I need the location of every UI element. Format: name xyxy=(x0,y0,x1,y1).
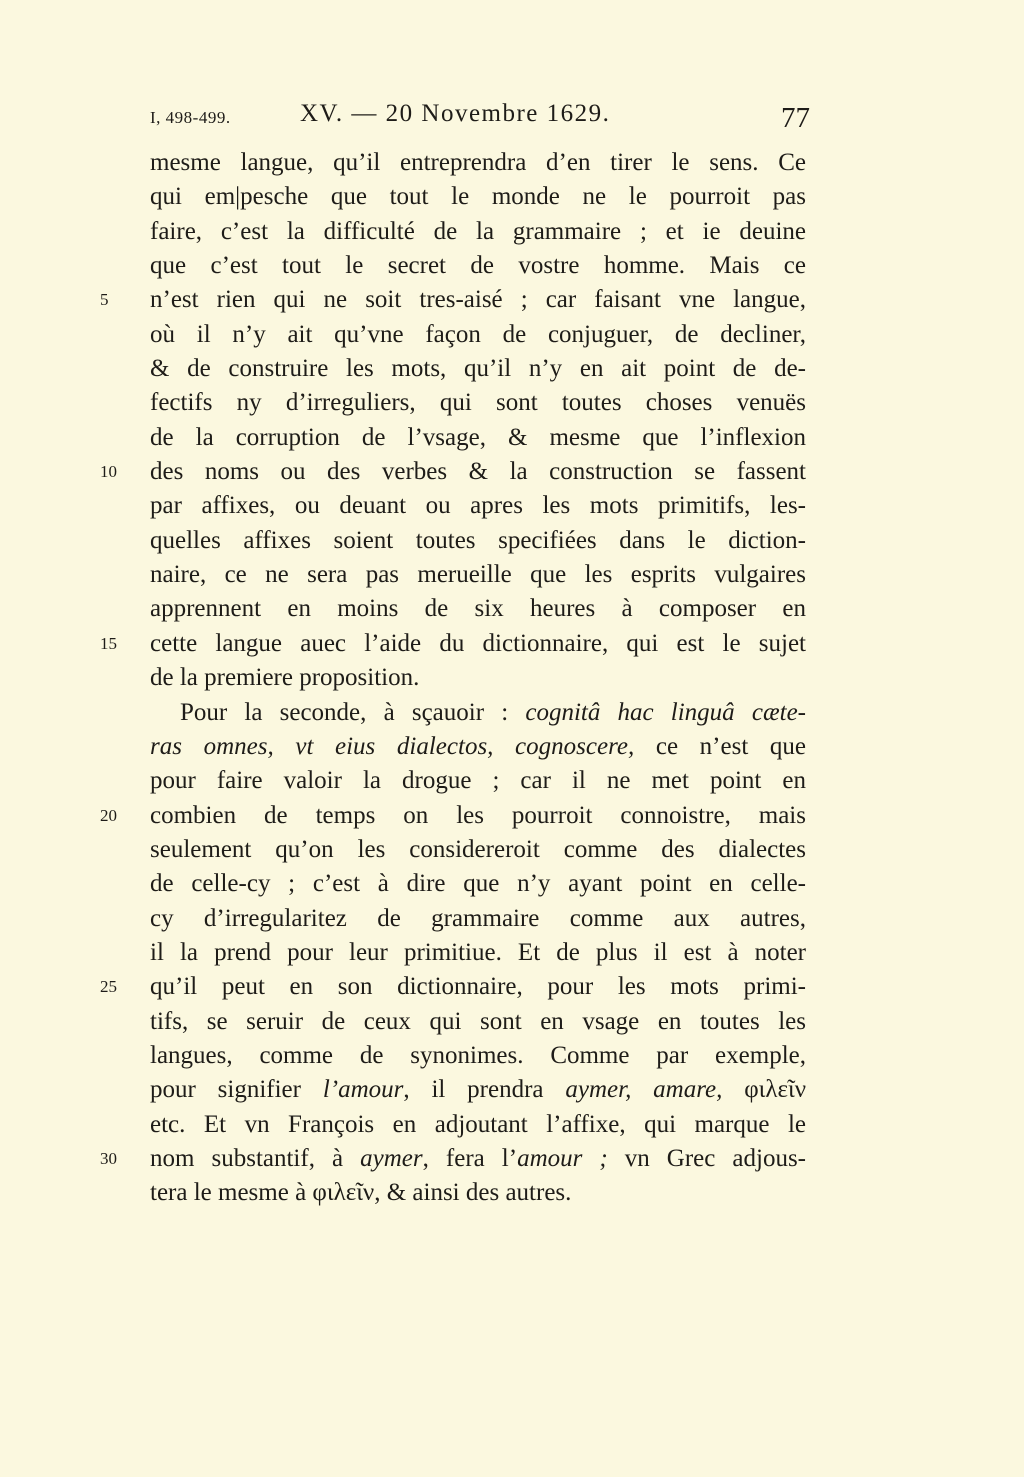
line-text: qu’il peut en son dictionnaire, pour les mots primi- xyxy=(150,973,806,1001)
line-text: tifs, se seruir de ceux qui sont en vsage en toutes les xyxy=(150,1007,806,1035)
text-line xyxy=(150,524,806,558)
line-text: naire, ce ne sera pas merueille que les esprits vulgaires xyxy=(150,561,806,589)
line-text: & de construire les mots, qu’il n’y en ait point de de- xyxy=(150,355,806,383)
line-text: Pour la seconde, à sçauoir : xyxy=(180,698,526,726)
line-number: 10 xyxy=(100,462,117,482)
text-line xyxy=(100,1142,807,1176)
text-line xyxy=(150,902,806,936)
line-text: cy d’irregularitez de grammaire comme aux autres, xyxy=(150,904,806,932)
text-line xyxy=(150,421,806,455)
line-text: nom substantif, à xyxy=(150,1144,361,1172)
text-line xyxy=(150,936,806,970)
source-reference: I, 498-499. xyxy=(150,108,231,127)
line-text: qui em|pesche que tout le monde ne le pourroit pas xyxy=(150,183,806,211)
text-line xyxy=(150,249,806,283)
line-text: il la prend pour leur primitiue. Et de plus il est à noter xyxy=(150,938,806,966)
line-text: de celle-cy ; c’est à dire que n’y ayant point en celle- xyxy=(150,870,806,898)
page-number: 77 xyxy=(781,102,810,134)
line-number: 15 xyxy=(100,633,117,653)
text-line xyxy=(100,455,806,489)
line-text: ce n’est que xyxy=(634,732,806,760)
italic-word: aymer, amare, xyxy=(565,1076,723,1104)
line-text: apprennent en moins de six heures à composer en xyxy=(150,595,806,623)
line-text: quelles affixes soient toutes specifiées dans le diction- xyxy=(150,526,806,554)
text-line xyxy=(150,764,806,798)
text-line xyxy=(150,1108,806,1142)
text-line xyxy=(150,1176,806,1210)
line-text: , fera l’ xyxy=(422,1144,518,1172)
line-text: de la corruption de l’vsage, & mesme que l’inflexion xyxy=(150,423,806,451)
text-line xyxy=(150,146,806,180)
text-line xyxy=(150,558,806,592)
line-number: 5 xyxy=(100,290,109,310)
line-text: que c’est tout le secret de vostre homme. Mais ce xyxy=(150,252,806,280)
line-text: langues, comme de synonimes. Comme par exemple, xyxy=(150,1041,806,1069)
running-head xyxy=(150,96,810,140)
text-line xyxy=(150,489,806,523)
latin-quote: ras omnes, vt eius dialectos, cognoscere, xyxy=(150,732,635,760)
text-line xyxy=(150,833,806,867)
italic-word: amour ; xyxy=(517,1144,608,1172)
text-line xyxy=(150,352,806,386)
body-text xyxy=(100,146,807,1211)
line-text: seulement qu’on les considereroit comme des dialectes xyxy=(150,835,806,863)
text-line xyxy=(100,283,806,317)
line-number: 30 xyxy=(100,1148,117,1168)
line-text: , il prendra xyxy=(403,1076,566,1104)
line-text: combien de temps on les pourroit connoistre, mais xyxy=(150,801,806,829)
text-line xyxy=(150,215,806,249)
line-text: fectifs ny d’irreguliers, qui sont toutes choses venuës xyxy=(150,389,806,417)
line-text: etc. Et vn François en adjoutant l’affixe, qui marque le xyxy=(150,1110,806,1138)
line-text: par affixes, ou deuant ou apres les mots primitifs, les- xyxy=(150,492,806,520)
latin-quote: cognitâ hac linguâ cæte- xyxy=(525,698,806,726)
line-text: des noms ou des verbes & la construction se fassent xyxy=(150,458,806,486)
italic-word: l’amour xyxy=(322,1076,404,1104)
text-line xyxy=(100,799,806,833)
text-line xyxy=(150,1073,806,1107)
text-line xyxy=(150,386,806,420)
line-text: mesme langue, qu’il entreprendra d’en tirer le sens. Ce xyxy=(150,149,806,176)
line-text: vn Grec adjous- xyxy=(607,1144,807,1172)
line-text: faire, c’est la difficulté de la grammaire ; et ie deuine xyxy=(150,217,806,245)
text-line xyxy=(150,867,806,901)
text-line xyxy=(100,627,806,661)
text-line xyxy=(100,970,806,1004)
text-line xyxy=(150,318,806,352)
letter-title: XV. — 20 Novembre 1629. xyxy=(300,100,611,127)
line-text: où il n’y ait qu’vne façon de conjuguer, de decliner, xyxy=(150,320,806,348)
text-line xyxy=(150,180,806,214)
line-text: cette langue auec l’aide du dictionnaire, qui est le sujet xyxy=(150,629,806,657)
line-text: pour faire valoir la drogue ; car il ne met point en xyxy=(150,767,806,795)
text-line xyxy=(150,1039,806,1073)
italic-word: aymer xyxy=(360,1144,423,1172)
line-number: 20 xyxy=(100,805,117,825)
line-text: de la premiere proposition. xyxy=(150,664,420,692)
line-text: φιλεῖν xyxy=(722,1076,807,1104)
line-text: n’est rien qui ne soit tres-aisé ; car faisant vne langue, xyxy=(150,286,806,314)
text-line xyxy=(150,730,806,764)
text-line xyxy=(150,592,806,626)
text-line xyxy=(150,661,806,695)
line-number: 25 xyxy=(100,977,117,997)
text-line xyxy=(150,696,806,730)
text-line xyxy=(150,1005,806,1039)
line-text: tera le mesme à φιλεῖν, & ainsi des autres. xyxy=(150,1179,572,1207)
line-text: pour signifier xyxy=(150,1076,323,1104)
